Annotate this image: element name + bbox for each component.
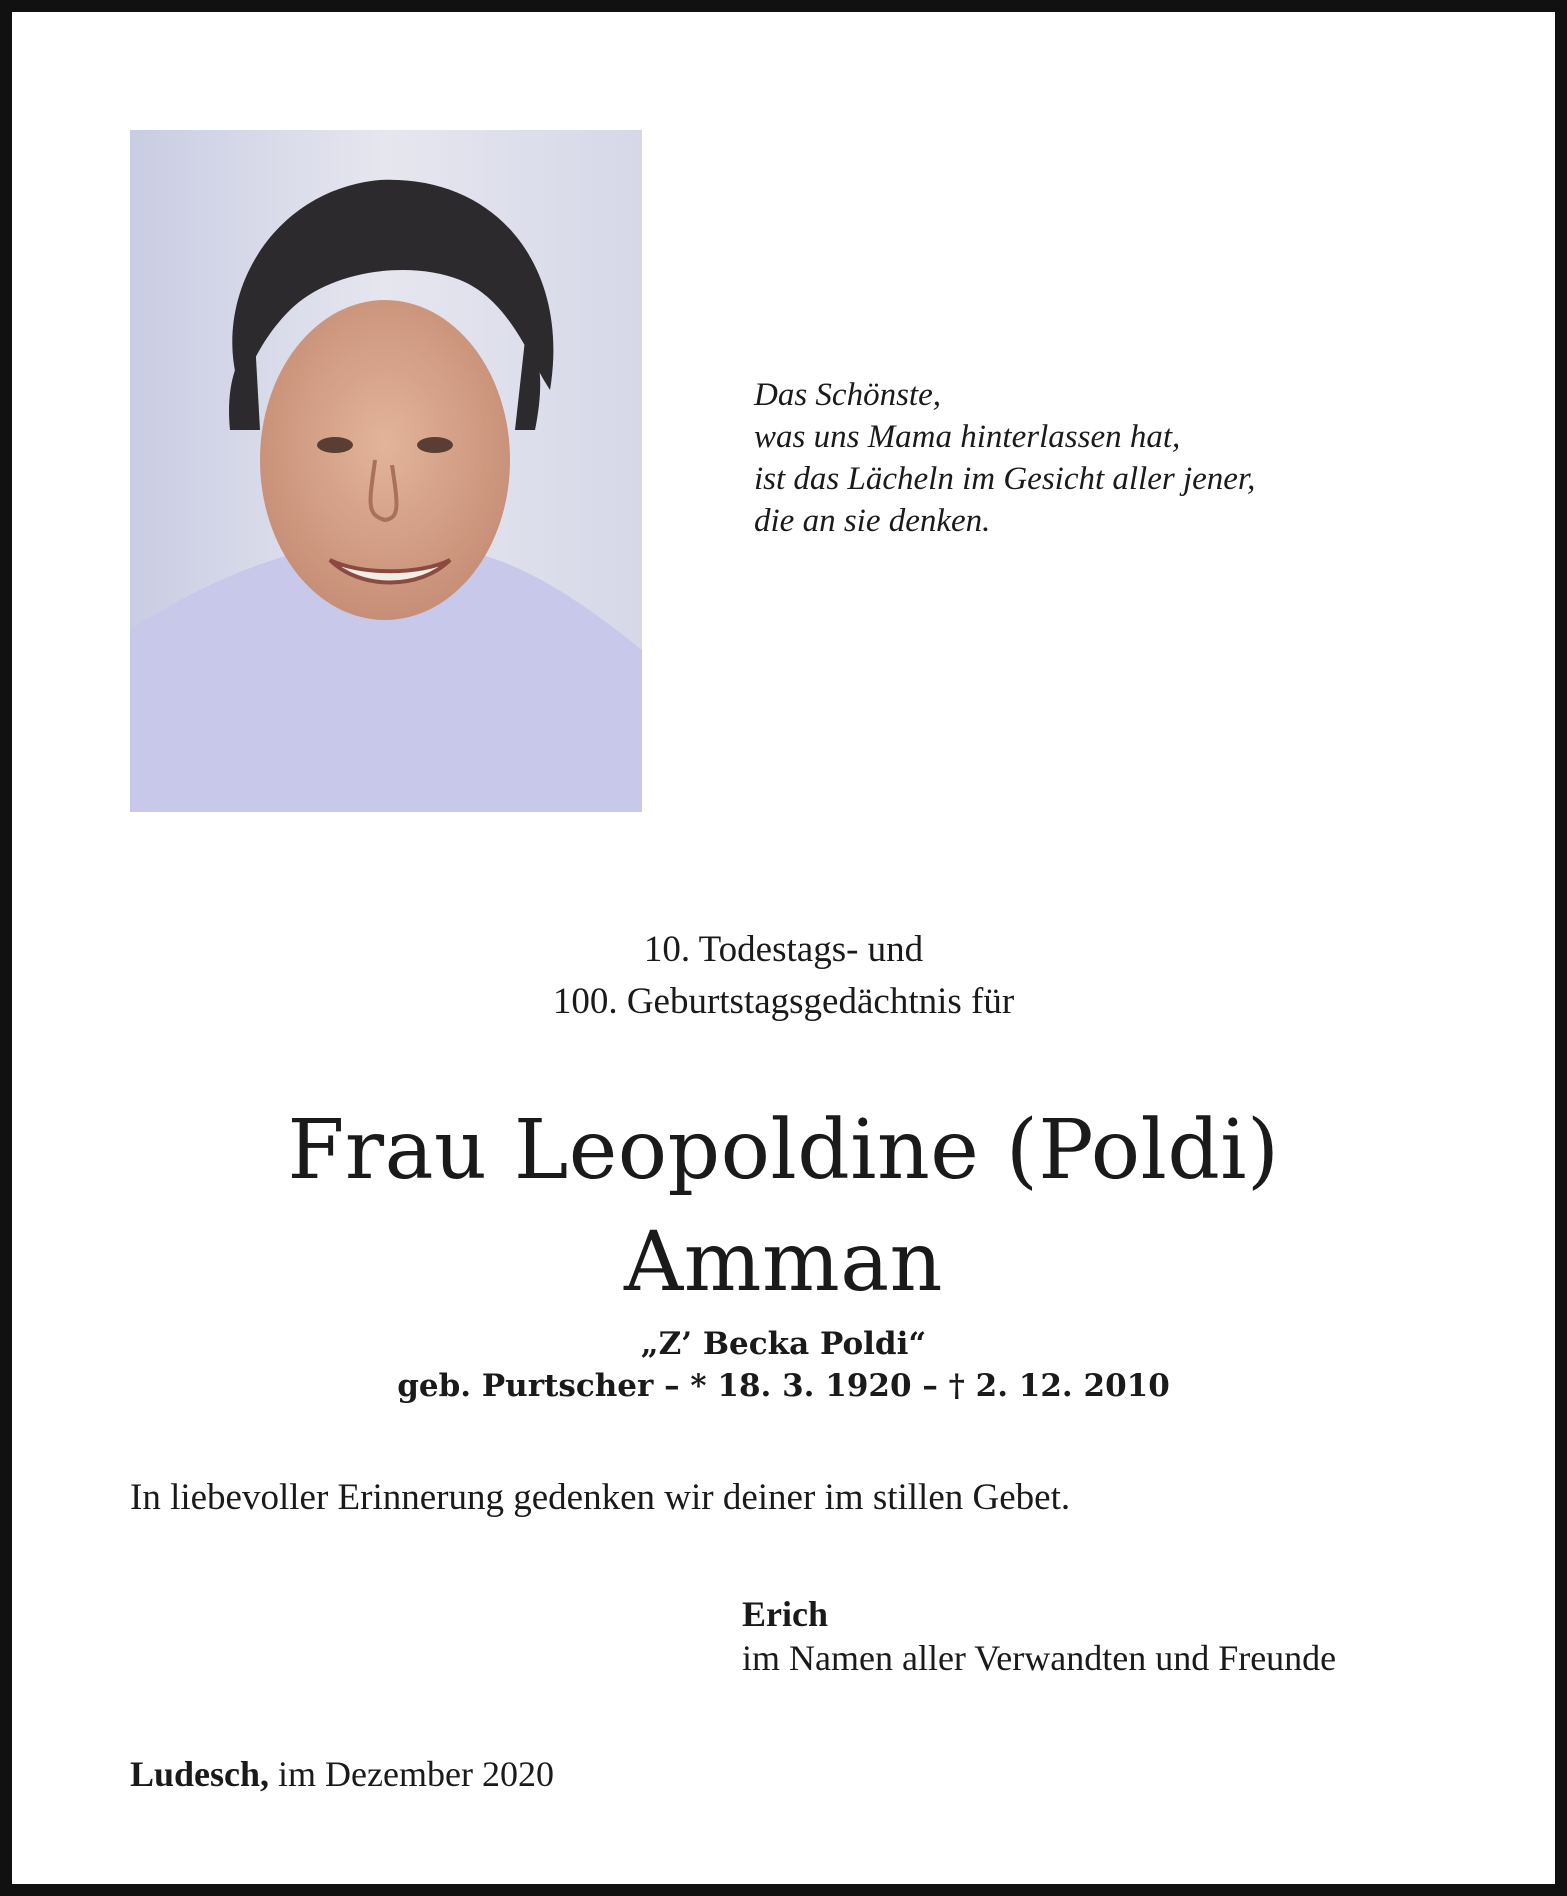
place-date-text: im Dezember 2020 xyxy=(269,1754,554,1794)
intro-line: 100. Geburtstagsgedächtnis für xyxy=(552,981,1015,1022)
name-line-1: Frau Leopoldine (Poldi) xyxy=(287,1103,1280,1198)
memorial-quote xyxy=(754,374,1255,542)
signer-name: Erich xyxy=(742,1594,828,1634)
portrait-illustration xyxy=(130,130,642,812)
portrait-photo xyxy=(130,130,642,812)
nickname: „Z’ Becka Poldi“ xyxy=(640,1326,927,1362)
place-town: Ludesch, xyxy=(130,1754,270,1794)
deceased-name xyxy=(12,1095,1555,1319)
name-line-2: Amman xyxy=(624,1215,943,1310)
nickname-block xyxy=(12,1323,1555,1407)
quote-line: was uns Mama hinterlassen hat, xyxy=(754,419,1181,455)
memorial-intro xyxy=(12,924,1555,1028)
signer-line: im Namen aller Verwandten und Freunde xyxy=(742,1638,1337,1678)
quote-line: die an sie denken. xyxy=(754,503,991,539)
quote-line: Das Schönste, xyxy=(754,377,941,413)
memory-text: In liebevoller Erinnerung gedenken wir deiner im stillen Gebet. xyxy=(130,1477,1071,1518)
signoff-block xyxy=(742,1592,1336,1680)
intro-line: 10. Todestags- und xyxy=(643,929,924,970)
quote-line: ist das Lächeln im Gesicht aller jener, xyxy=(754,461,1256,497)
place-date xyxy=(130,1752,554,1796)
birth-death-line: geb. Purtscher – * 18. 3. 1920 – † 2. 12. 2010 xyxy=(397,1368,1170,1404)
